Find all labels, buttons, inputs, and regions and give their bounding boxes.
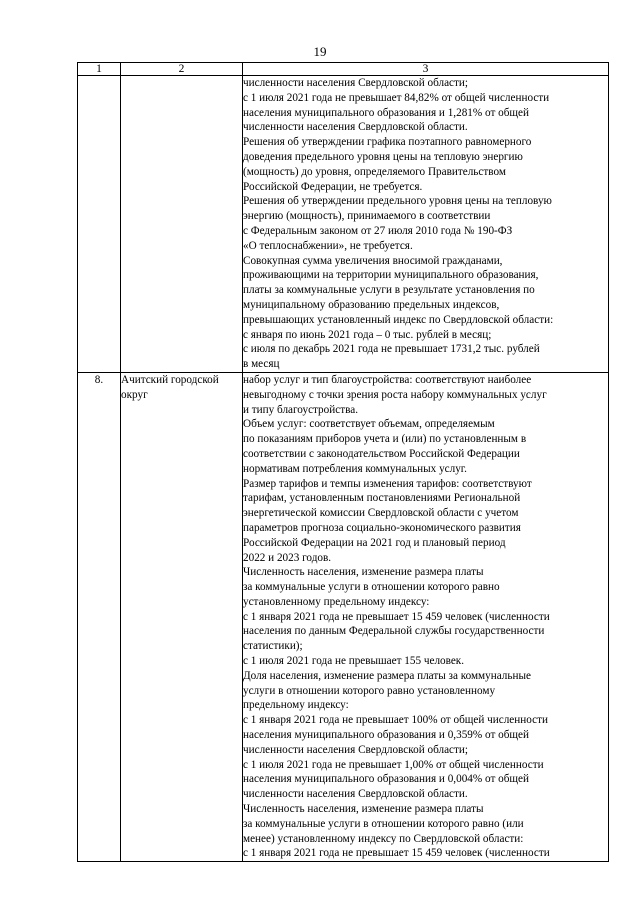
text-line: 2022 и 2023 годов. — [243, 551, 332, 564]
text-line: по показаниям приборов учета и (или) по установленным в — [243, 433, 527, 446]
text-line: Размер тарифов и темпы изменения тарифов: соответствуют — [243, 477, 532, 490]
text-line: Российской Федерации, не требуется. — [243, 180, 423, 193]
row-number-cell: 8. — [78, 372, 121, 861]
text-line: численности населения Свердловской области. — [243, 121, 468, 134]
table-row — [78, 372, 609, 861]
text-line: менее) установленному индексу по Свердловской области: — [243, 832, 524, 845]
text-line: с 1 января 2021 года не превышает 15 459 человек (численности — [243, 847, 550, 860]
text-line: с 1 января 2021 года не превышает 15 459 человек (численности — [243, 610, 550, 623]
text-line: Решения об утверждении предельного уровня цены на тепловую — [243, 195, 552, 208]
text-line: численности населения Свердловской области; — [243, 77, 468, 89]
text-line: услуги в отношении которого равно установленному — [243, 684, 496, 697]
text-line: установленному предельному индексу: — [243, 595, 430, 608]
header-cell-3: 3 — [243, 63, 609, 76]
municipality-name-cell — [121, 76, 243, 373]
header-cell-1: 1 — [78, 63, 121, 76]
text-line: с 1 июля 2021 года не превышает 84,82% от общей численности — [243, 91, 550, 104]
document-table — [77, 62, 609, 862]
text-line: численности населения Свердловской области; — [243, 743, 468, 756]
text-line: округ — [121, 388, 148, 401]
text-line: соответствии с законодательством Российской Федерации — [243, 447, 520, 460]
description-cell — [243, 372, 609, 861]
text-line: предельному индексу: — [243, 699, 349, 712]
text-line: и типу благоустройства. — [243, 403, 358, 416]
text-line: населения муниципального образования и 0,359% от общей — [243, 729, 529, 742]
text-line: в месяц — [243, 358, 280, 371]
text-line: Российской Федерации на 2021 год и плановый период — [243, 536, 506, 549]
text-line: Численность населения, изменение размера платы — [243, 566, 484, 579]
text-line: с 1 июля 2021 года не превышает 1,00% от общей численности — [243, 758, 544, 771]
text-line: энергию (мощность), принимаемого в соответствии — [243, 210, 491, 223]
text-line: с 1 января 2021 года не превышает 100% от общей численности — [243, 714, 548, 727]
text-line: численности населения Свердловской области. — [243, 788, 468, 801]
text-line: Доля населения, изменение размера платы за коммунальные — [243, 669, 531, 682]
text-line: с Федеральным законом от 27 июля 2010 года № 190-ФЗ — [243, 224, 513, 237]
text-line: с июля по декабрь 2021 года не превышает 1731,2 тыс. рублей — [243, 343, 540, 356]
text-line: Численность населения, изменение размера платы — [243, 803, 484, 816]
text-line: параметров прогноза социально-экономического развития — [243, 521, 521, 534]
table-row — [78, 76, 609, 373]
text-line: (мощность) до уровня, определяемого Правительством — [243, 165, 506, 178]
text-line: «О теплоснабжении», не требуется. — [243, 239, 413, 252]
header-cell-2: 2 — [121, 63, 243, 76]
text-line: населения муниципального образования и 0,004% от общей — [243, 773, 529, 786]
text-line: за коммунальные услуги в отношении которого равно (или — [243, 817, 524, 830]
text-line: с 1 июля 2021 года не превышает 155 человек. — [243, 655, 465, 668]
text-line: населения по данным Федеральной службы государственности — [243, 625, 545, 638]
text-line: с января по июнь 2021 года – 0 тыс. рублей в месяц; — [243, 328, 492, 341]
municipality-name-cell — [121, 372, 243, 861]
text-line: муниципальному образованию предельных индексов, — [243, 298, 500, 311]
text-line: тарифам, установленным постановлениями Региональной — [243, 492, 521, 505]
text-line: Решения об утверждении графика поэтапного равномерного — [243, 136, 532, 149]
text-line: Ачитский городской — [121, 373, 219, 386]
text-line: Объем услуг: соответствует объемам, определяемым — [243, 418, 495, 431]
text-line: проживающими на территории муниципального образования, — [243, 269, 539, 282]
text-line: доведения предельного уровня цены на тепловую энергию — [243, 150, 523, 163]
text-line: статистики); — [243, 640, 303, 653]
text-line: платы за коммунальные услуги в результате установления по — [243, 284, 535, 297]
text-line: превышающих установленный индекс по Свердловской области: — [243, 313, 554, 326]
description-cell — [243, 76, 609, 373]
text-line: населения муниципального образования и 1,281% от общей — [243, 106, 529, 119]
text-line: за коммунальные услуги в отношении которого равно — [243, 581, 500, 594]
text-line: Совокупная сумма увеличения вносимой гражданами, — [243, 254, 503, 267]
text-line: набор услуг и тип благоустройства: соответствуют наиболее — [243, 373, 532, 386]
table-header-row — [78, 63, 609, 76]
text-line: энергетической комиссии Свердловской области с учетом — [243, 507, 519, 520]
text-line: невыгодному с точки зрения роста набору коммунальных услуг — [243, 388, 547, 401]
text-line: нормативам потребления коммунальных услуг. — [243, 462, 467, 475]
page-number: 19 — [313, 44, 327, 59]
row-number-cell — [78, 76, 121, 373]
